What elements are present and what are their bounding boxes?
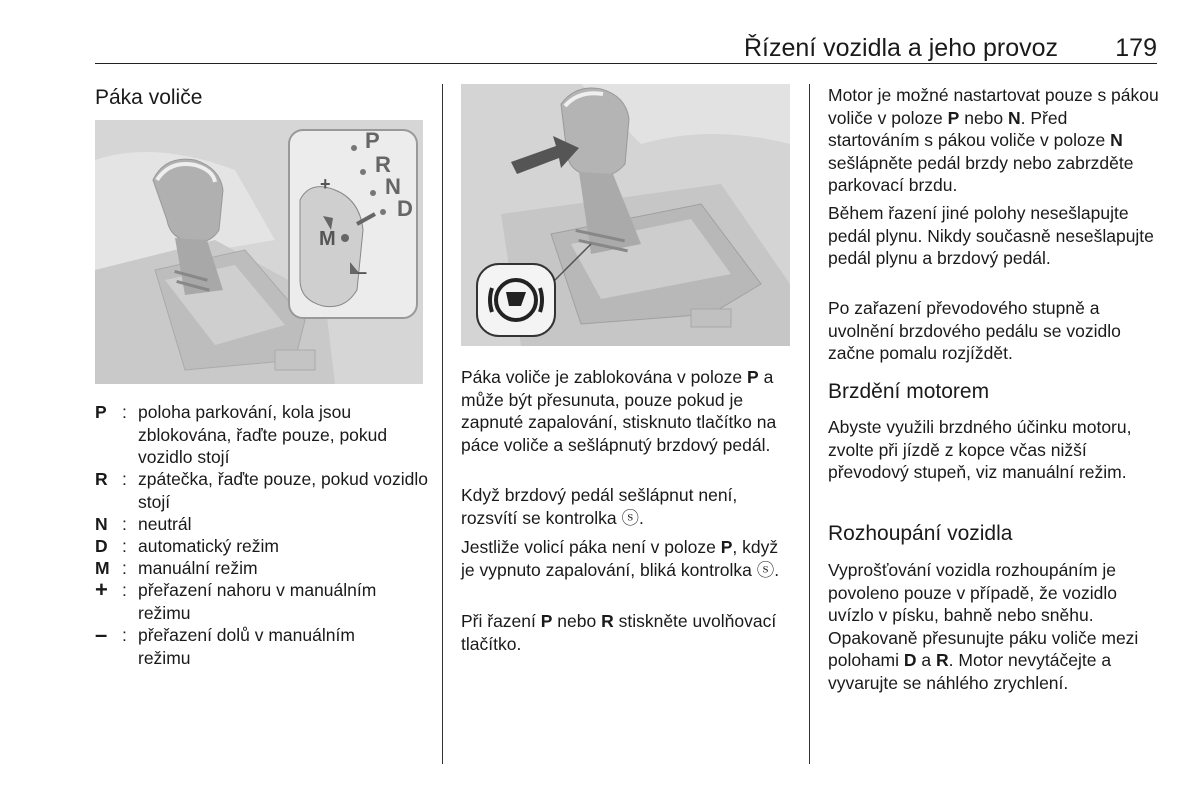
legend-colon: :	[122, 402, 127, 422]
legend-key: +	[95, 577, 108, 602]
section-heading-selector-lever: Páka voliče	[95, 86, 203, 109]
legend-colon: :	[122, 580, 127, 600]
figure-label-r: R	[375, 152, 391, 177]
legend-text: neutrál	[138, 514, 192, 534]
legend-key: P	[95, 402, 107, 422]
legend-text: automatický režim	[138, 536, 280, 556]
paragraph-release-button: Při řazení P nebo R stiskněte uvolňovací tlačítko.	[461, 611, 777, 654]
figure-label-n: N	[385, 174, 401, 199]
paragraph-indicator-lights: Když brzdový pedál sešlápnut není, rozsvítí se kontrolka ⓢ.	[461, 485, 738, 528]
paragraph-lever-locked: Páka voliče je zablokována v poloze P a může být přesunuta, pouze pokud je zapnuté zapalování, stisknuto tlačítko na páce voliče a sešlápnutý brzdový pedál.	[461, 367, 777, 455]
paragraph-no-throttle: Během řazení jiné polohy nesešlapujte pedál plynu. Nikdy současně nesešlapujte pedál plynu a brzdový pedál.	[828, 203, 1154, 268]
section-heading-engine-braking: Brzdění motorem	[828, 380, 990, 403]
legend-text: zpátečka, řaďte pouze, pokud vozidlo stojí	[138, 469, 428, 512]
legend-colon: :	[122, 625, 127, 645]
figure-lever-lock	[461, 84, 790, 346]
column-divider-2	[809, 84, 810, 764]
paragraph-indicator-flashes: Jestliže volicí páka není v poloze P, když je vypnuto zapalování, bliká kontrolka ⓢ.	[461, 537, 780, 580]
column-divider-1	[442, 84, 443, 764]
legend-key: –	[95, 622, 108, 647]
legend-text: přeřazení nahoru v manuálním režimu	[138, 580, 377, 623]
figure-selector-lever	[95, 120, 423, 384]
legend-text: manuální režim	[138, 558, 258, 578]
legend-key: D	[95, 536, 108, 556]
legend-colon: :	[122, 536, 127, 556]
figure-label-p: P	[365, 128, 380, 153]
paragraph-engine-braking: Abyste využili brzdného účinku motoru, zvolte při jízdě z kopce včas nižší převodový stupeň, viz manuální režim.	[828, 417, 1132, 482]
paragraph-engine-start: Motor je možné nastartovat pouze s pákou voliče v poloze P nebo N. Před startováním s pákou voliče v poloze N sešlápněte pedál brzdy nebo zabrzděte parkovací brzdu.	[828, 85, 1159, 195]
running-header-title: Řízení vozidla a jeho provoz	[743, 34, 1058, 62]
selector-lever-illustration	[95, 120, 423, 384]
legend-key: N	[95, 514, 108, 534]
legend-colon: :	[122, 469, 127, 489]
legend-colon: :	[122, 514, 127, 534]
legend-key: R	[95, 469, 108, 489]
legend-key: M	[95, 558, 110, 578]
paragraph-rocking-vehicle: Vyprošťování vozidla rozhoupáním je povoleno pouze v případě, že vozidlo uvízlo v písku, bahně nebo sněhu. Opakovaně přesunujte páku voliče mezi polohami D a R. Motor nevytáčejte a vyvarujte se náhlého zrychlení.	[828, 560, 1139, 693]
paragraph-creep: Po zařazení převodového stupně a uvolnění brzdového pedálu se vozidlo začne pomalu rozjíždět.	[828, 298, 1121, 363]
section-heading-rocking-vehicle: Rozhoupání vozidla	[828, 522, 1013, 545]
legend-text: poloha parkování, kola jsou zblokována, řaďte pouze, pokud vozidlo stojí	[138, 402, 388, 467]
legend-colon: :	[122, 558, 127, 578]
legend-text: přeřazení dolů v manuálním režimu	[138, 625, 355, 668]
figure-label-m: M	[319, 228, 336, 250]
figure-label-minus: –	[357, 262, 368, 282]
figure-label-plus: +	[320, 174, 331, 194]
figure-label-d: D	[397, 196, 413, 221]
page-number: 179	[1115, 34, 1157, 62]
lever-lock-illustration	[461, 84, 790, 346]
header-rule	[95, 63, 1157, 64]
